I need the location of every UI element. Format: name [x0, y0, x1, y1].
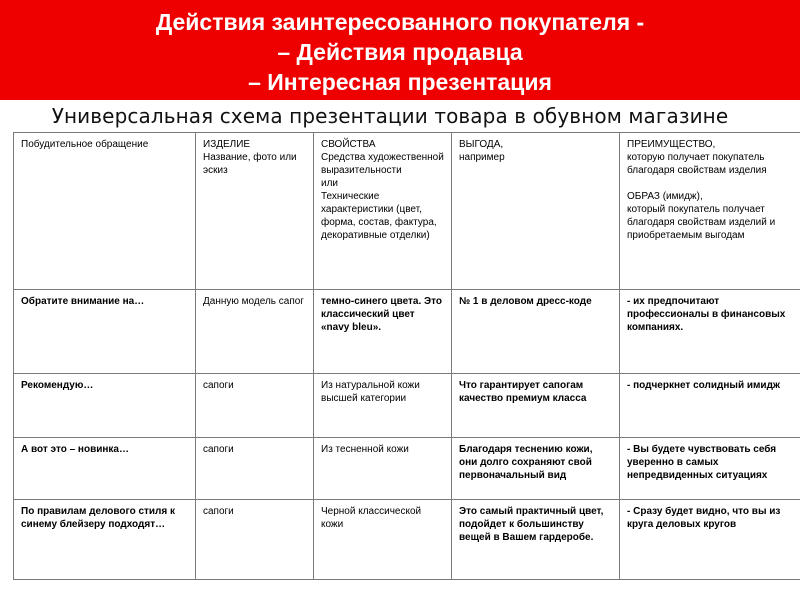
header-property-title: СВОЙСТВА	[321, 139, 376, 150]
row-2-benefit: Что гарантирует сапогам качество премиум класса	[452, 374, 620, 438]
table-row	[14, 374, 800, 438]
table-row	[14, 500, 800, 580]
subtitle: Универсальная схема презентации товара в обувном магазине	[51, 104, 729, 128]
row-3-product: сапоги	[196, 438, 314, 500]
row-2-advantage: - подчеркнет солидный имидж	[620, 374, 800, 438]
row-4-appeal: По правилам делового стиля к синему блейзеру подходят…	[14, 500, 196, 580]
row-3-appeal: А вот это – новинка…	[14, 438, 196, 500]
table-row	[14, 290, 800, 374]
header-advantage-title: ПРЕИМУЩЕСТВО,	[627, 139, 716, 150]
header-image-sub: который покупатель получает благодаря свойствам изделий и приобретаемым выгодам	[627, 204, 776, 241]
row-1-appeal: Обратите внимание на…	[14, 290, 196, 374]
header-product	[196, 133, 314, 290]
table-row	[14, 438, 800, 500]
header-appeal-text: Побудительное обращение	[21, 139, 149, 150]
header-benefit-title: ВЫГОДА,	[459, 139, 504, 150]
title-banner	[0, 0, 800, 100]
header-product-sub: Название, фото или эскиз	[203, 152, 297, 176]
row-3-benefit: Благодаря теснению кожи, они долго сохраняют свой первоначальный вид	[452, 438, 620, 500]
header-benefit-sub: например	[459, 152, 505, 163]
row-2-product: сапоги	[196, 374, 314, 438]
header-image-title: ОБРАЗ (имидж),	[627, 191, 703, 202]
title-line-2: – Действия продавца	[277, 39, 523, 65]
header-product-title: ИЗДЕЛИЕ	[203, 139, 251, 150]
title-line-1: Действия заинтересованного покупателя -	[155, 9, 645, 35]
row-2-appeal: Рекомендую…	[14, 374, 196, 438]
presentation-scheme-table	[13, 132, 800, 580]
row-4-property: Черной классической кожи	[314, 500, 452, 580]
header-benefit	[452, 133, 620, 290]
row-1-benefit: № 1 в деловом дресс-коде	[452, 290, 620, 374]
table-header-row	[14, 133, 800, 290]
row-3-property: Из тесненной кожи	[314, 438, 452, 500]
row-4-product: сапоги	[196, 500, 314, 580]
header-property	[314, 133, 452, 290]
title-line-3: – Интересная презентация	[248, 69, 552, 95]
header-property-sub: Средства художественной выразительности или Технические характеристики (цвет, форма, состав, фактура, декоративные отделки)	[321, 152, 444, 241]
header-advantage	[620, 133, 800, 290]
row-4-benefit: Это самый практичный цвет, подойдет к большинству вещей в Вашем гардеробе.	[452, 500, 620, 580]
row-1-property: темно-синего цвета. Это классический цвет «navy bleu».	[314, 290, 452, 374]
row-3-advantage: - Вы будете чувствовать себя уверенно в самых непредвиденных ситуациях	[620, 438, 800, 500]
header-appeal	[14, 133, 196, 290]
row-2-property: Из натуральной кожи высшей категории	[314, 374, 452, 438]
row-1-product: Данную модель сапог	[196, 290, 314, 374]
row-4-advantage: - Сразу будет видно, что вы из круга деловых кругов	[620, 500, 800, 580]
row-1-advantage: - их предпочитают профессионалы в финансовых компаниях.	[620, 290, 800, 374]
header-advantage-sub: которую получает покупатель благодаря свойствам изделия	[627, 152, 767, 176]
